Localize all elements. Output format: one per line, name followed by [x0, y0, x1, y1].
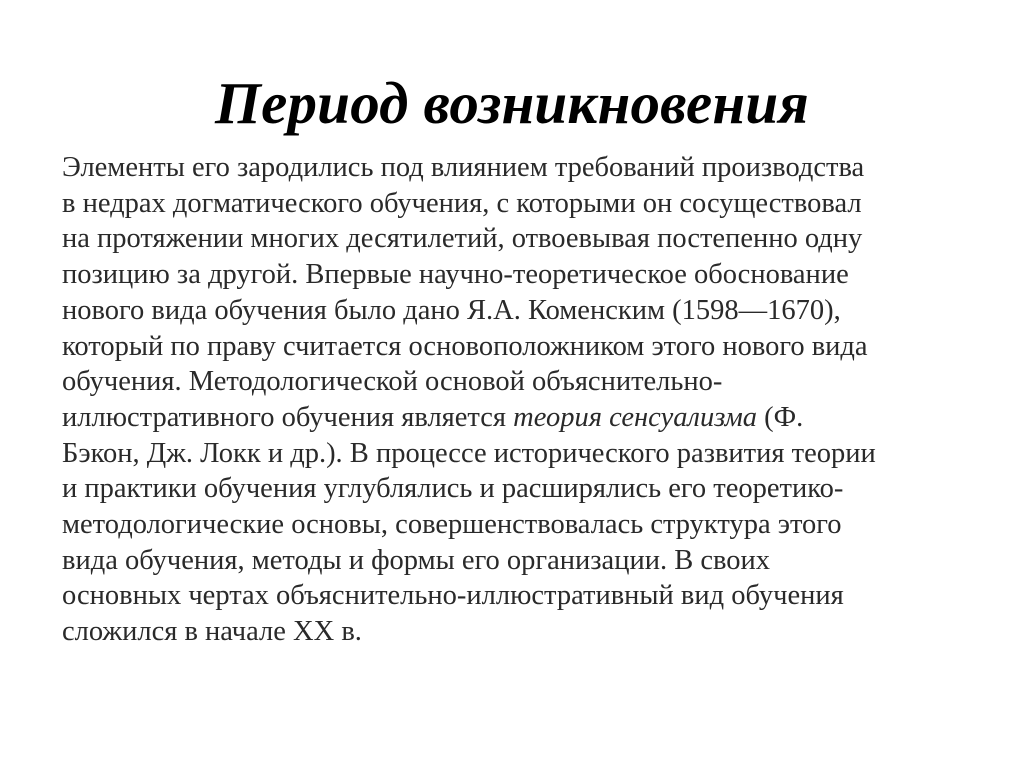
paragraph-line: Бэкон, Дж. Локк и др.). В процессе исторического развития теории: [62, 437, 876, 469]
paragraph-line: иллюстративного обучения является теория сенсуализма (Ф.: [62, 401, 804, 433]
body-paragraph: [62, 150, 962, 650]
paragraph-line: на протяжении многих десятилетий, отвоевывая постепенно одну: [62, 223, 863, 255]
paragraph-line: позицию за другой. Впервые научно-теоретическое обоснование: [62, 259, 849, 291]
paragraph-line: обучения. Методологической основой объяснительно-: [62, 366, 723, 398]
paragraph-line: Элементы его зародились под влиянием требований производства: [62, 152, 865, 183]
paragraph-line: основных чертах объяснительно-иллюстративный вид обучения: [62, 580, 844, 612]
paragraph-line: нового вида обучения было дано Я.А. Коменским (1598—1670),: [62, 294, 841, 326]
paragraph-line: сложился в начале XX в.: [62, 616, 362, 648]
italic-term: теория сенсуализма: [513, 401, 758, 433]
paragraph-line: который по праву считается основоположником этого нового вида: [62, 330, 868, 362]
slide-title: Период возникновения: [215, 70, 809, 136]
paragraph-line: вида обучения, методы и формы его организации. В своих: [62, 544, 770, 576]
paragraph-line: методологические основы, совершенствовалась структура этого: [62, 509, 842, 541]
paragraph-line: и практики обучения углублялись и расширялись его теоретико-: [62, 473, 844, 505]
paragraph-line: в недрах догматического обучения, с которыми он сосуществовал: [62, 187, 862, 219]
